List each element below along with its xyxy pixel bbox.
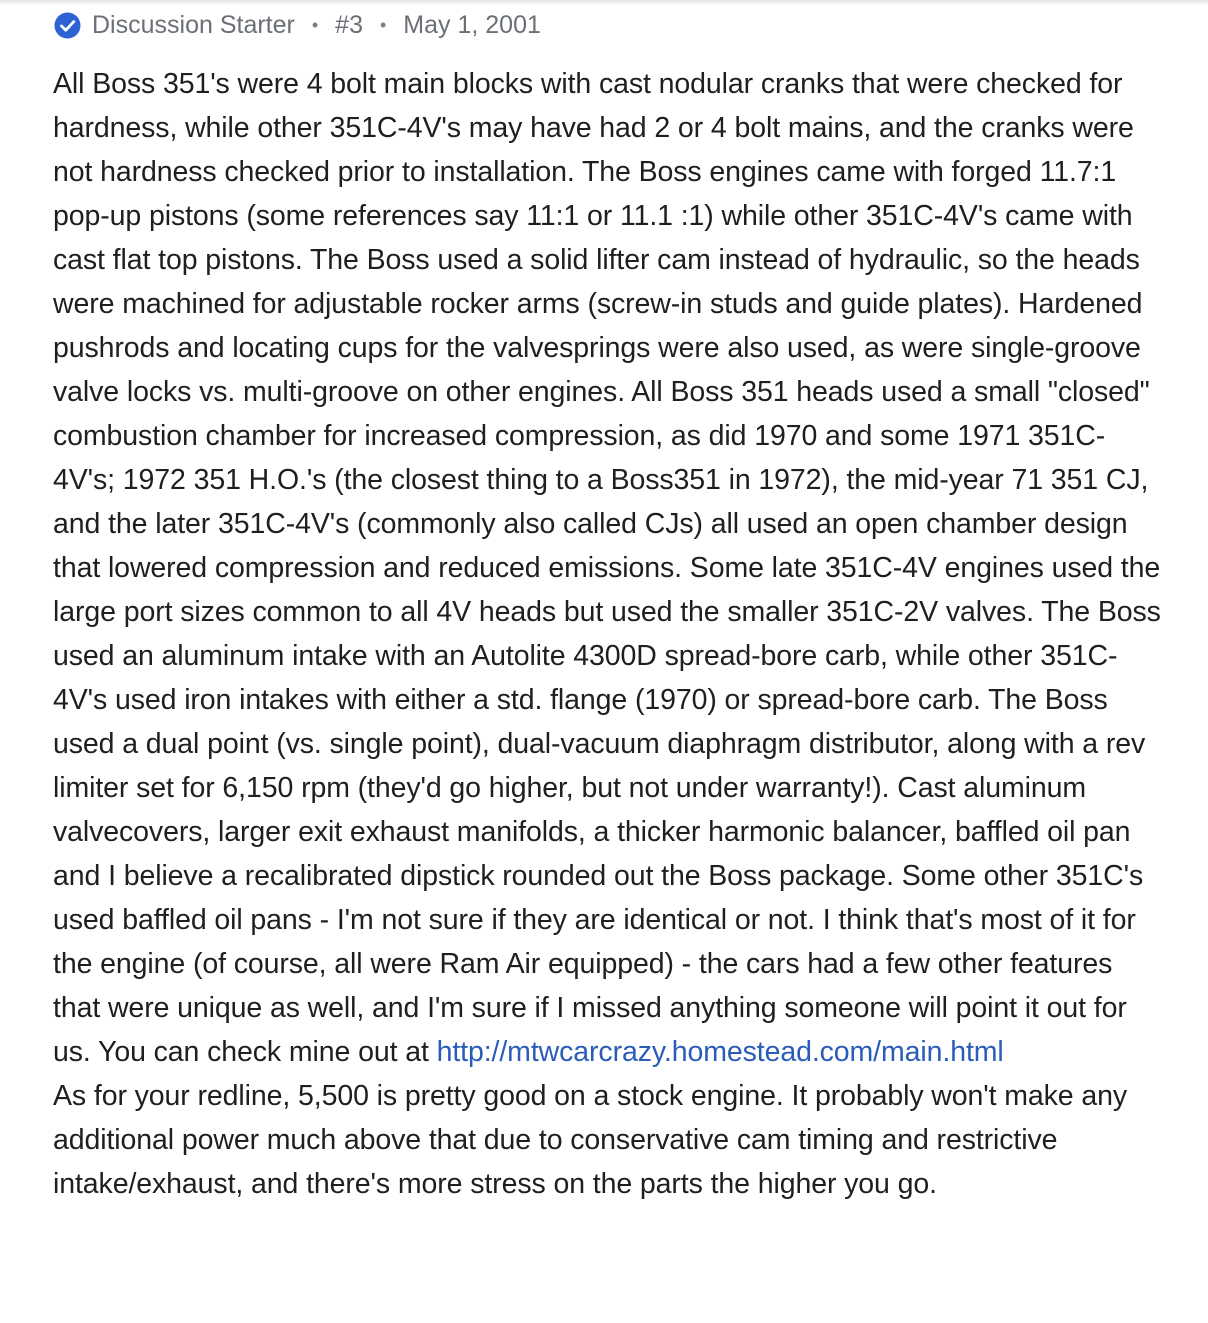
post-number-link[interactable]: #3 xyxy=(335,10,363,39)
meta-separator: • xyxy=(379,14,387,35)
external-link[interactable]: http://mtwcarcrazy.homestead.com/main.html xyxy=(436,1036,1004,1068)
post-body xyxy=(53,62,1163,1206)
post-paragraph xyxy=(53,1074,1163,1206)
paragraph-text: As for your redline, 5,500 is pretty good on a stock engine. It probably won't make any additional power much above that due to conservative cam timing and restrictive intake/exhaust, and there's more stress on the parts the higher you go. xyxy=(53,1080,1128,1200)
author-badge: Discussion Starter xyxy=(92,10,295,39)
post-date: May 1, 2001 xyxy=(403,10,541,39)
check-circle-icon xyxy=(54,12,81,39)
post-paragraph xyxy=(53,62,1163,1074)
meta-separator: • xyxy=(311,14,319,35)
paragraph-text: All Boss 351's were 4 bolt main blocks with cast nodular cranks that were checked for hardness, while other 351C-4V's may have had 2 or 4 bolt mains, and the cranks were not hardness checked prior to installation. The Boss engines came with forged 11.7:1 pop-up pistons (some references say 11:1 or 11.1 :1) while other 351C-4V's came with cast flat top pistons. The Boss used a solid lifter cam instead of hydraulic, so the heads were machined for adjustable rocker arms (screw-in studs and guide plates). Hardened pushrods and locating cups for the valvesprings were also used, as were single-groove valve locks vs. multi-groove on other engines. All Boss 351 heads used a small "closed" combustion chamber for increased compression, as did 1970 and some 1971 351C-4V's; 1972 351 H.O.'s (the closest thing to a Boss351 in 1972), the mid-year 71 351 CJ, and the later 351C-4V's (commonly also called CJs) all used an open chamber design that lowered compression and reduced emissions. Some late 351C-4V engines used the large port sizes common to all 4V heads but used the smaller 351C-2V valves. The Boss used an aluminum intake with an Autolite 4300D spread-bore carb, while other 351C-4V's used iron intakes with either a std. flange (1970) or spread-bore carb. The Boss used a dual point (vs. single point), dual-vacuum diaphragm distributor, along with a rev limiter set for 6,150 rpm (they'd go higher, but not under warranty!). Cast aluminum valvecovers, larger exit exhaust manifolds, a thicker harmonic balancer, baffled oil pan and I believe a recalibrated dipstick rounded out the Boss package. Some other 351C's used baffled oil pans - I'm not sure if they are identical or not. I think that's most of it for the engine (of course, all were Ram Air equipped) - the cars had a few other features that were unique as well, and I'm sure if I missed anything someone will point it out for us. You can check mine out at xyxy=(53,68,1161,1068)
top-shadow xyxy=(0,0,1208,6)
post-meta xyxy=(54,10,541,40)
